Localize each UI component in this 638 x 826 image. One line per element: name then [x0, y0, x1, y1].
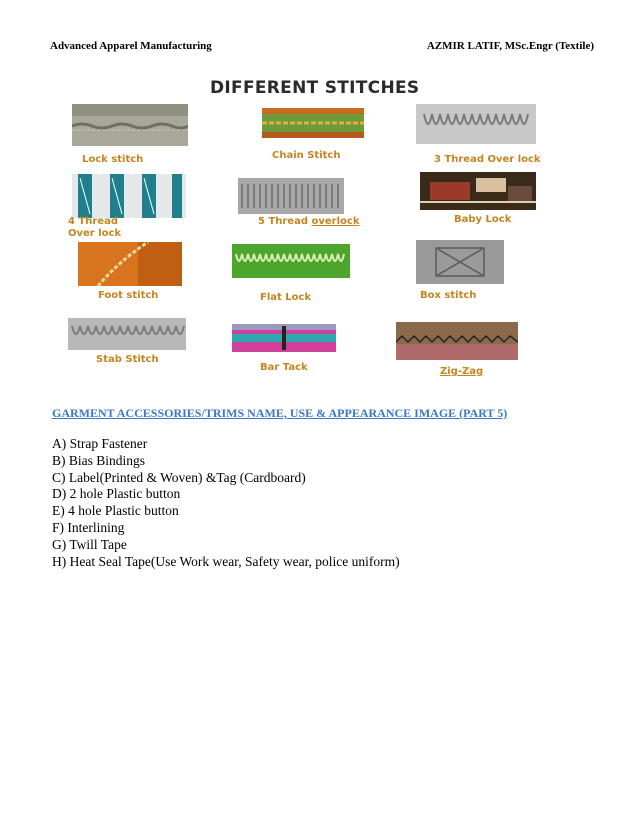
baby-lock-label: Baby Lock [454, 214, 512, 225]
five-thread-overlock-image [238, 178, 344, 214]
list-item: E) 4 hole Plastic button [52, 503, 179, 519]
section-title: GARMENT ACCESSORIES/TRIMS NAME, USE & APPEARANCE IMAGE (PART 5) [52, 406, 508, 420]
list-item: B) Bias Bindings [52, 452, 146, 468]
four-thread-label-line1: 4 Thread [68, 216, 118, 227]
foot-stitch-label: Foot stitch [98, 290, 159, 301]
trims-list [52, 436, 400, 570]
stitches-figure [60, 74, 560, 386]
four-thread-label-line2: Over lock [68, 228, 122, 239]
list-item: F) Interlining [52, 519, 125, 535]
stab-stitch-label: Stab Stitch [96, 354, 159, 365]
bar-tack-image [232, 324, 336, 352]
header-left-title: Advanced Apparel Manufacturing [50, 40, 212, 52]
four-thread-overlock-image [72, 174, 186, 218]
five-thread-label-suffix: overlock [311, 216, 360, 227]
foot-stitch-image [78, 242, 182, 286]
chain-stitch-image [262, 108, 364, 138]
zig-zag-image [396, 322, 518, 360]
box-stitch-image [416, 240, 504, 284]
lock-stitch-image [72, 104, 188, 146]
flat-lock-label: Flat Lock [260, 292, 312, 303]
flat-lock-image [232, 244, 350, 278]
lock-stitch-label: Lock stitch [82, 154, 144, 165]
header-author: AZMIR LATIF, MSc.Engr (Textile) [426, 40, 594, 52]
five-thread-label-prefix: 5 Thread [258, 216, 312, 227]
four-thread-overlock-label [68, 216, 128, 240]
list-item: H) Heat Seal Tape(Use Work wear, Safety wear, police uniform) [52, 553, 400, 569]
list-item: C) Label(Printed & Woven) &Tag (Cardboard) [52, 469, 306, 485]
baby-lock-image [420, 172, 536, 210]
stab-stitch-image [68, 318, 186, 350]
zig-zag-label: Zig-Zag [440, 366, 484, 377]
figure-title: DIFFERENT STITCHES [210, 78, 420, 98]
five-thread-overlock-label [258, 216, 359, 227]
bar-tack-label: Bar Tack [260, 362, 308, 373]
list-item: G) Twill Tape [52, 536, 127, 552]
list-item: A) Strap Fastener [52, 436, 148, 451]
chain-stitch-label: Chain Stitch [272, 150, 341, 161]
three-thread-overlock-image [416, 104, 536, 144]
three-thread-overlock-label: 3 Thread Over lock [434, 154, 541, 165]
box-stitch-label: Box stitch [420, 290, 477, 301]
list-item: D) 2 hole Plastic button [52, 486, 181, 502]
